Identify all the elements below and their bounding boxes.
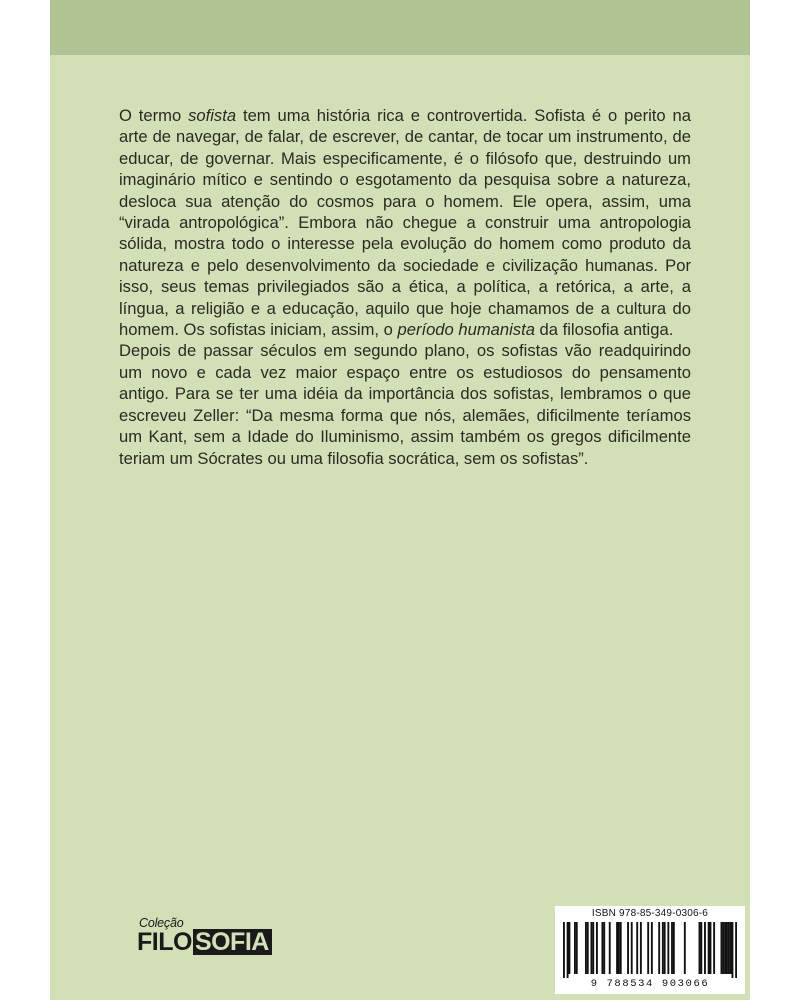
barcode-icon: [563, 922, 737, 978]
isbn-label: ISBN 978-85-349-0306-6: [591, 908, 709, 919]
blurb-p1-text-e: da filosofia antiga.: [534, 320, 674, 340]
blurb-paragraph-1: [119, 105, 691, 340]
barcode-digits: 9 788534 903066: [590, 978, 710, 990]
blurb-p1-text-c: tem uma história rica e controvertida. Sofista é o perito na arte de navegar, de falar, de escrever, de cantar, de tocar um instrumento, de educar, de governar. Mais especificamente, é o filósofo que, destruindo um imaginário mítico e sentindo o esgotamento da pesquisa sobre a natureza, desloca sua atenção do cosmos para o homem. Ele opera, assim, uma “virada antropológica”. Embora não chegue a construir uma antropologia sólida, mostra todo o interesse pela evolução do homem como produto da natureza e pelo desenvolvimento da sociedade e civilização humanas. Por isso, seus temas privilegiados são a ética, a política, a retórica, a arte, a língua, a religião e a educação, aquilo que hoje chamamos de a cultura do homem. Os sofistas iniciam, assim, o: [119, 106, 691, 340]
top-color-band: [50, 0, 750, 55]
blurb-p1-text-a: O termo: [119, 106, 189, 125]
collection-logo: [137, 916, 277, 958]
back-cover: [50, 0, 750, 1000]
collection-title-part-1: FILO: [137, 928, 192, 956]
collection-title: [137, 929, 272, 955]
barcode-box: [555, 906, 745, 994]
blurb-paragraph-2: Depois de passar séculos em segundo plano, os sofistas vão readquirindo um novo e cada vez maior espaço entre os estudiosos do pensamento antigo. Para se ter uma idéia da importância dos sofistas, lembramos o que escreveu Zeller: “Da mesma forma que nós, alemães, dificilmente teríamos um Kant, sem a Idade do Iluminismo, assim também os gregos dificilmente teriam um Sócrates ou uma filosofia socrática, sem os sofistas”.: [119, 341, 691, 468]
collection-label: Coleção: [139, 916, 184, 930]
blurb-p1-italic-periodo: período humanista: [397, 320, 535, 340]
blurb-text: [119, 105, 691, 469]
collection-title-part-2: SOFIA: [193, 929, 272, 955]
blurb-p1-italic-sofista: sofista: [188, 106, 237, 125]
